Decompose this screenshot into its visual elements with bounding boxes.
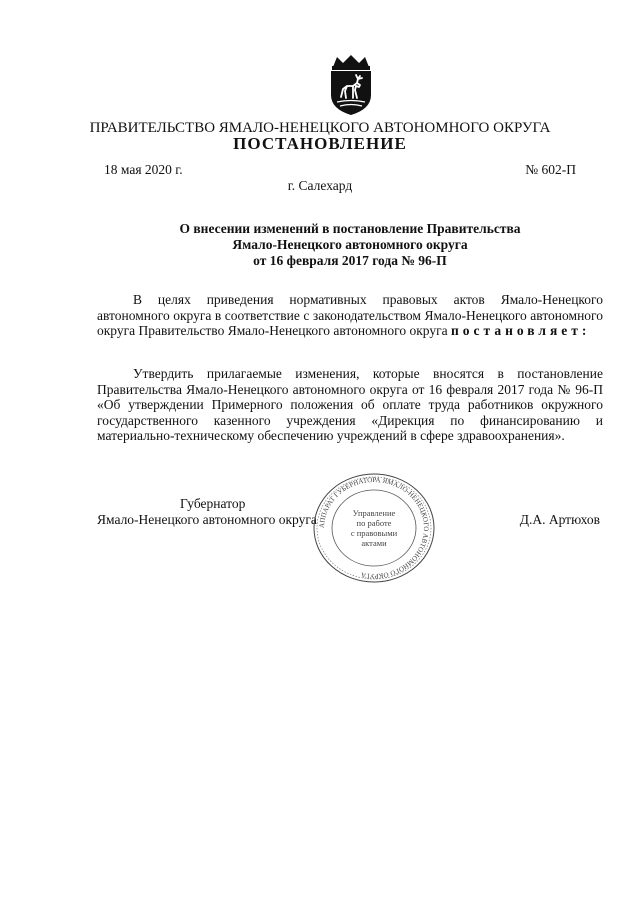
paragraph-preamble	[97, 292, 603, 339]
stamp-center-line-2: по работе	[356, 518, 392, 528]
stamp-center-line-4: актами	[361, 538, 387, 548]
title-line-3: от 16 февраля 2017 года № 96-П	[253, 253, 447, 268]
stamp-center-line-3: с правовыми	[350, 528, 398, 538]
resolves-word: постановляет:	[451, 323, 591, 338]
coat-of-arms-icon	[323, 53, 379, 117]
signatory-position-line-1: Губернатор	[180, 496, 246, 511]
document-type: ПОСТАНОВЛЕНИЕ	[233, 134, 407, 153]
preamble-text: В целях приведения нормативных правовых актов Ямало-Ненецкого автономного округа в соответствие с законодательством Ямало-Ненецкого автономного округа Правительство Ямало-Ненецкого автономного округа	[97, 292, 603, 338]
signatory-name: Д.А. Артюхов	[519, 512, 600, 527]
paragraph-resolution: Утвердить прилагаемые изменения, которые вносятся в постановление Правительства Ямало-Ненецкого автономного округа от 16 февраля 2017 года № 96-П «Об утверждении Примерного положения об оплате труда работников окружного государственного казенного учреждения «Дирекция по финансированию и материально-техническому обеспечению учреждений в сфере здравоохранения».	[97, 366, 603, 443]
document-title	[100, 221, 600, 269]
title-line-2: Ямало-Ненецкого автономного округа	[232, 237, 468, 252]
government-name: ПРАВИТЕЛЬСТВО ЯМАЛО-НЕНЕЦКОГО АВТОНОМНОГО ОКРУГА	[89, 120, 551, 136]
document-date: 18 мая 2020 г.	[104, 162, 183, 177]
stamp-center-line-1: Управление	[352, 508, 396, 518]
round-seal-icon	[311, 472, 437, 584]
title-line-1: О внесении изменений в постановление Правительства	[179, 221, 521, 236]
stamp-ring-text: АППАРАТ ГУБЕРНАТОРА ЯМАЛО-НЕНЕЦКОГО АВТОНОМНОГО ОКРУГА	[317, 475, 431, 581]
document-city: г. Салехард	[287, 178, 353, 193]
signatory-position-line-2: Ямало-Ненецкого автономного округа	[97, 512, 317, 527]
document-number: № 602-П	[525, 162, 576, 177]
